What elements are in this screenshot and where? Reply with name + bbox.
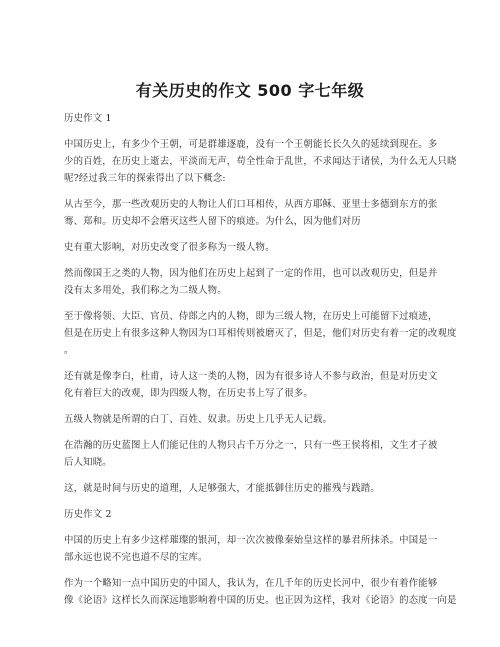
paragraph [64,480,464,497]
text-line: 少的百姓，在历史上逝去，平淡而无声，苟全性命于乱世，不求闻达于诸侯，为什么无人只晓 [64,156,457,167]
text-line: 然而像国王之类的人物，因为他们在历史上起到了一定的作用，也可以改观历史，但是并 [64,268,438,279]
paragraph [64,575,464,609]
text-line: 在浩瀚的历史蓝图上人们能记住的人物只占千万分之一，只有一些王侯将相，文生才子被 [64,440,438,451]
paragraph [64,265,464,299]
text-line: 化有着巨大的改观，即为四级人物，在历史书上写了很多。 [64,388,313,399]
paragraph [64,308,464,359]
text-line: 五级人物就是所谓的白丁、百姓、奴隶。历史上几乎无人记载。 [64,414,333,425]
paragraph [64,368,464,402]
paragraph [64,196,464,230]
paragraph [64,532,464,566]
document-title: 有关历史的作文 500 字七年级 [135,81,365,100]
text-line: 像《论语》这样长久而深远地影响着中国的历史。也正因为这样，我对《论语》的态度一向是 [64,595,457,606]
text-line: 从古至今，那一些改观历史的人物让人们口耳相传，从西方耶稣、亚里士多德到东方的张 [64,199,438,210]
paragraph-heading-essay-2 [64,506,464,523]
paragraph-heading-essay-1 [64,110,464,127]
text-line: 部永远也说不完也道不尽的宝库。 [64,552,208,563]
text-line: 但是在历史上有很多这种人物因为口耳相传则被磨灭了，但是，他们对历史有着一定的改观度 [64,328,457,339]
text-line: 历史作文 1 [64,113,112,124]
text-line: 作为一个略知一点中国历史的中国人，我认为，在几千年的历史长河中，很少有着作能够 [64,578,438,589]
text-line: 还有就是像李白，杜甫，诗人这一类的人物，因为有很多诗人不参与政治，但是对历史文 [64,371,438,382]
text-line: 这，就是时间与历史的道理，人足够强大，才能抵御住历史的摧残与践踏。 [64,483,380,494]
document-body [64,110,464,609]
paragraph [64,239,464,256]
text-line: 史有重大影响，对历史改变了很多称为一级人物。 [64,242,275,253]
text-line: 历史作文 2 [64,509,112,520]
paragraph [64,136,464,187]
text-line: 没有太多用处，我们称之为二级人物。 [64,285,227,296]
text-line: 呢?经过我三年的探索得出了以下概念: [64,173,226,184]
text-line: 中国历史上，有多少个王朝，可是群雄逐鹿，没有一个王朝能长长久久的延续到现在。多 [64,139,438,150]
paragraph [64,437,464,471]
paragraph [64,411,464,428]
text-line: 。 [64,345,74,356]
text-line: 至于像将领、大臣、官员、侍郎之内的人物，即为三级人物，在历史上可能留下过痕迹， [64,311,438,322]
text-line: 中国的历史上有多少这样璀璨的银河，却一次次被像秦始皇这样的暴君所抹杀。中国是一 [64,535,438,546]
text-line: 骞、郑和。历史却不会磨灭这些人留下的痕迹。为什么，因为他们对历 [64,216,361,227]
text-line: 后人知晓。 [64,457,112,468]
